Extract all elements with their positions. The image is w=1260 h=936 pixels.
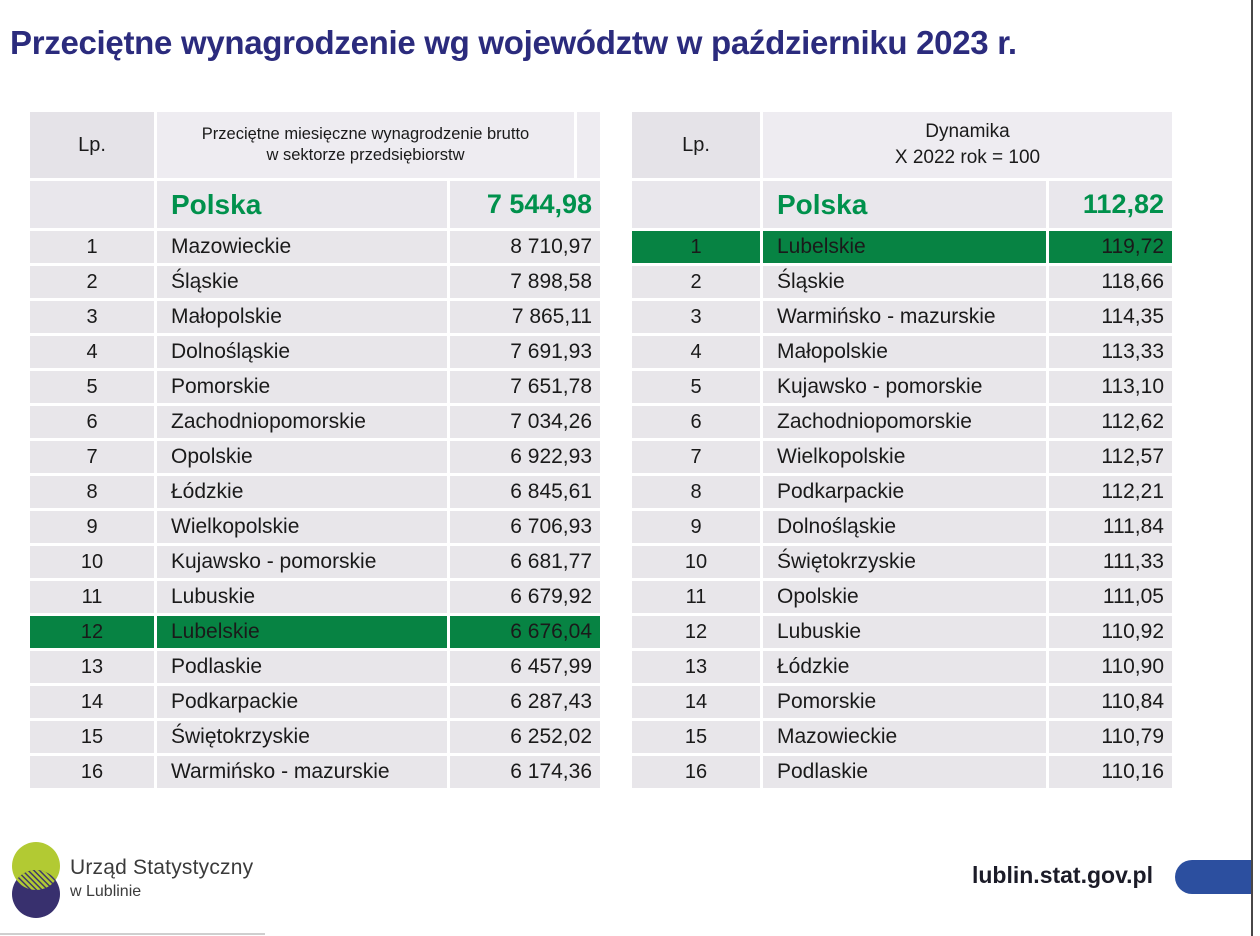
table-row [30,651,600,683]
row-rank: 3 [30,301,154,333]
row-region-name: Świętokrzyskie [763,546,1046,578]
row-rank: 5 [30,371,154,403]
row-value: 111,05 [1049,581,1172,613]
row-region-name: Śląskie [157,266,447,298]
row-rank: 7 [632,441,760,473]
table-row [30,336,600,368]
wages-table-title-line1: Przeciętne miesięczne wynagrodzenie brutto [201,124,530,143]
row-value: 6 706,93 [450,511,600,543]
dynamics-polska-row [632,181,1172,228]
row-value: 114,35 [1049,301,1172,333]
row-rank: 1 [30,231,154,263]
table-row [30,581,600,613]
table-row [30,371,600,403]
table-row [632,336,1172,368]
row-value: 6 174,36 [450,756,600,788]
office-logo-icon [8,840,66,922]
row-value: 6 457,99 [450,651,600,683]
dynamics-table-body [632,231,1172,788]
wages-table-header [30,112,600,178]
row-rank: 3 [632,301,760,333]
dynamics-table-title-line2: X 2022 rok = 100 [894,147,1041,168]
row-region-name: Pomorskie [763,686,1046,718]
table-row [632,686,1172,718]
table-row [30,441,600,473]
office-city: w Lublinie [70,883,142,900]
row-rank: 2 [30,266,154,298]
row-rank: 2 [632,266,760,298]
row-region-name: Podkarpackie [157,686,447,718]
row-rank: 4 [30,336,154,368]
row-value: 110,79 [1049,721,1172,753]
row-rank: 9 [30,511,154,543]
row-rank: 13 [632,651,760,683]
dynamics-polska-label: Polska [763,181,1046,228]
page-bottom-edge [0,933,265,935]
wages-polska-row [30,181,600,228]
row-rank: 10 [632,546,760,578]
row-region-name: Pomorskie [157,371,447,403]
row-value: 112,21 [1049,476,1172,508]
row-region-name: Podlaskie [763,756,1046,788]
row-rank: 15 [30,721,154,753]
table-row [30,686,600,718]
dynamics-polska-lp-cell [632,181,760,228]
page-title: Przeciętne wynagrodzenie wg województw w październiku 2023 r. [10,24,1017,61]
table-row [30,546,600,578]
table-row [632,476,1172,508]
wages-polska-value: 7 544,98 [450,181,600,228]
row-value: 112,62 [1049,406,1172,438]
row-region-name: Śląskie [763,266,1046,298]
row-rank: 15 [632,721,760,753]
wages-table-title-line2: w sektorze przedsiębiorstw [266,146,465,164]
row-value: 7 034,26 [450,406,600,438]
office-logo-text [70,856,253,901]
table-row [632,581,1172,613]
table-row [30,476,600,508]
row-rank: 9 [632,511,760,543]
table-row [30,301,600,333]
wages-table-body [30,231,600,788]
row-rank: 12 [30,616,154,648]
row-value: 6 922,93 [450,441,600,473]
row-region-name: Małopolskie [763,336,1046,368]
wages-table [30,112,600,788]
row-value: 113,33 [1049,336,1172,368]
row-region-name: Mazowieckie [763,721,1046,753]
row-region-name: Wielkopolskie [157,511,447,543]
row-value: 6 681,77 [450,546,600,578]
dynamics-table-title [763,112,1172,178]
blue-pill-decoration [1175,860,1252,894]
row-region-name: Zachodniopomorskie [157,406,447,438]
row-rank: 10 [30,546,154,578]
table-row [30,721,600,753]
table-row [30,266,600,298]
row-region-name: Warmińsko - mazurskie [763,301,1046,333]
wages-polska-lp-cell [30,181,154,228]
row-value: 111,84 [1049,511,1172,543]
row-value: 7 691,93 [450,336,600,368]
row-region-name: Kujawsko - pomorskie [763,371,1046,403]
table-row [30,756,600,788]
dynamics-polska-value: 112,82 [1049,181,1172,228]
row-rank: 6 [30,406,154,438]
row-rank: 1 [632,231,760,263]
table-row [632,721,1172,753]
row-rank: 11 [632,581,760,613]
website-url: lublin.stat.gov.pl [971,862,1153,888]
row-rank: 14 [30,686,154,718]
row-region-name: Mazowieckie [157,231,447,263]
page-right-border [1251,0,1253,936]
wages-table-title [157,112,574,178]
row-region-name: Małopolskie [157,301,447,333]
row-value: 118,66 [1049,266,1172,298]
row-rank: 12 [632,616,760,648]
row-region-name: Łódzkie [763,651,1046,683]
table-row [632,546,1172,578]
row-rank: 14 [632,686,760,718]
row-region-name: Łódzkie [157,476,447,508]
row-rank: 13 [30,651,154,683]
row-rank: 11 [30,581,154,613]
office-name: Urząd Statystyczny [70,856,254,879]
row-value: 111,33 [1049,546,1172,578]
row-value: 7 898,58 [450,266,600,298]
row-region-name: Podlaskie [157,651,447,683]
row-region-name: Opolskie [157,441,447,473]
row-value: 110,92 [1049,616,1172,648]
row-region-name: Dolnośląskie [763,511,1046,543]
table-row [632,371,1172,403]
row-region-name: Lubelskie [763,231,1046,263]
row-rank: 16 [632,756,760,788]
row-value: 112,57 [1049,441,1172,473]
row-value: 7 651,78 [450,371,600,403]
table-row [632,441,1172,473]
row-region-name: Lubuskie [157,581,447,613]
row-value: 6 252,02 [450,721,600,753]
table-row [632,756,1172,788]
dynamics-table-title-line1: Dynamika [925,121,1010,143]
row-value: 6 287,43 [450,686,600,718]
row-value: 110,84 [1049,686,1172,718]
wages-polska-label: Polska [157,181,447,228]
row-value: 6 845,61 [450,476,600,508]
row-rank: 8 [632,476,760,508]
row-region-name: Wielkopolskie [763,441,1046,473]
row-region-name: Dolnośląskie [157,336,447,368]
row-rank: 16 [30,756,154,788]
row-value: 110,16 [1049,756,1172,788]
row-rank: 4 [632,336,760,368]
row-region-name: Opolskie [763,581,1046,613]
statistical-office-logo [8,840,308,926]
row-region-name: Świętokrzyskie [157,721,447,753]
row-rank: 8 [30,476,154,508]
wages-header-stub-cell [577,112,600,178]
wages-lp-column-header: Lp. [30,112,154,178]
table-row [632,406,1172,438]
dynamics-table [632,112,1172,788]
table-row [30,511,600,543]
row-value: 7 865,11 [450,301,600,333]
row-value: 6 679,92 [450,581,600,613]
table-row [632,651,1172,683]
table-row [30,406,600,438]
row-region-name: Lubuskie [763,616,1046,648]
row-rank: 6 [632,406,760,438]
table-row [632,231,1172,263]
table-row [632,511,1172,543]
row-rank: 5 [632,371,760,403]
table-row [632,266,1172,298]
row-value: 119,72 [1049,231,1172,263]
row-value: 110,90 [1049,651,1172,683]
dynamics-table-header [632,112,1172,178]
row-region-name: Lubelskie [157,616,447,648]
dynamics-lp-column-header: Lp. [632,112,760,178]
row-region-name: Kujawsko - pomorskie [157,546,447,578]
row-value: 113,10 [1049,371,1172,403]
row-rank: 7 [30,441,154,473]
table-row [632,616,1172,648]
table-row [30,231,600,263]
row-value: 8 710,97 [450,231,600,263]
row-value: 6 676,04 [450,616,600,648]
row-region-name: Warmińsko - mazurskie [157,756,447,788]
table-row [632,301,1172,333]
row-region-name: Podkarpackie [763,476,1046,508]
table-row [30,616,600,648]
row-region-name: Zachodniopomorskie [763,406,1046,438]
